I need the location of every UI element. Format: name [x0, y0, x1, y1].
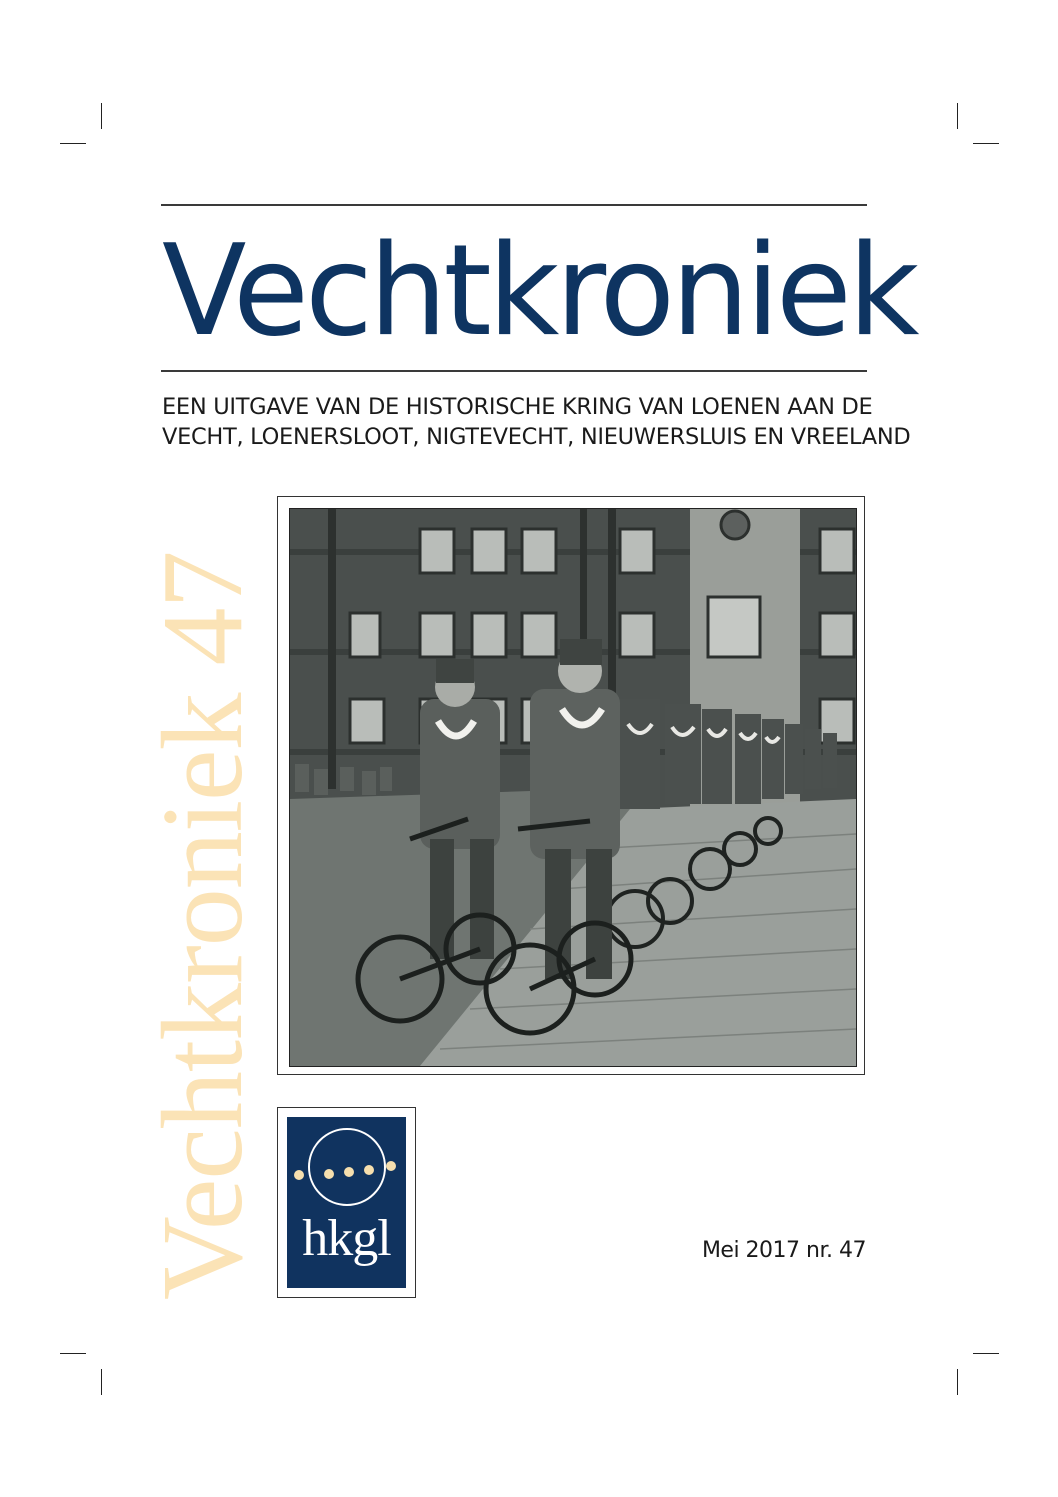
- vertical-issue-title: Vechtkroniek 47: [139, 551, 267, 1300]
- subtitle-line-1: EEN UITGAVE VAN DE HISTORISCHE KRING VAN LOENEN AAN DE: [162, 394, 873, 420]
- crop-mark: [101, 103, 102, 129]
- cover-photo-frame: [277, 496, 865, 1075]
- cover-photo: [289, 508, 857, 1067]
- issue-date-number: Mei 2017 nr. 47: [701, 1238, 866, 1263]
- soldiers-on-bicycles-photo: [290, 509, 856, 1066]
- crop-mark: [957, 103, 958, 129]
- masthead-rule: [161, 370, 867, 372]
- crop-mark: [60, 143, 86, 144]
- publisher-subtitle: [162, 392, 911, 452]
- crop-mark: [973, 143, 999, 144]
- logo-text: hkgl: [302, 1210, 391, 1267]
- masthead-title: Vechtkroniek: [162, 217, 916, 364]
- crop-mark: [101, 1369, 102, 1395]
- crop-mark: [60, 1353, 86, 1354]
- hkgl-logo-frame: [277, 1107, 416, 1298]
- subtitle-line-2: VECHT, LOENERSLOOT, NIGTEVECHT, NIEUWERSLUIS EN VREELAND: [162, 424, 911, 450]
- hkgl-logo: [287, 1117, 406, 1288]
- top-rule: [161, 204, 867, 206]
- crop-mark: [957, 1369, 958, 1395]
- crop-mark: [973, 1353, 999, 1354]
